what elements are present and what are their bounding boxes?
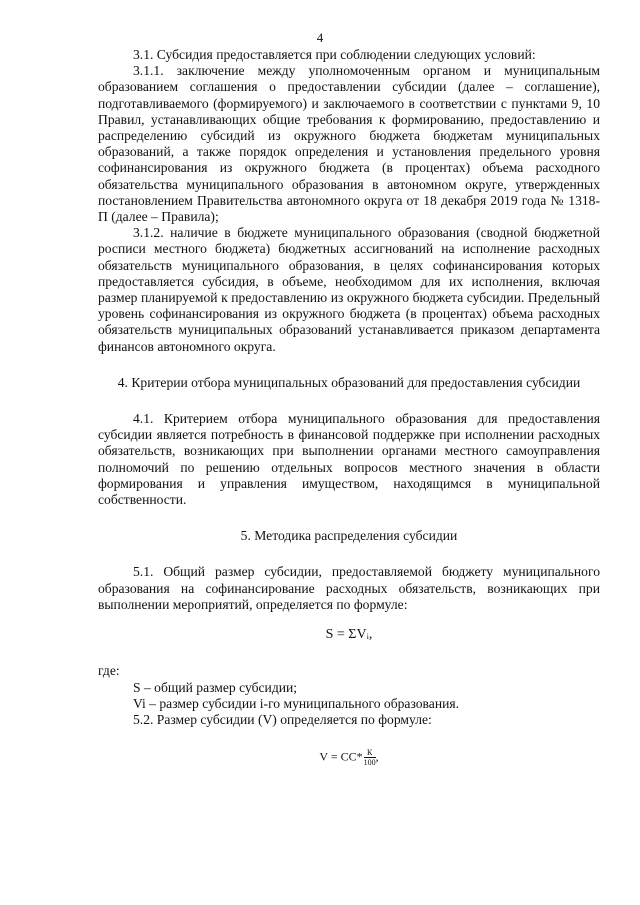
definition-s: S – общий размер субсидии; xyxy=(133,679,298,695)
paragraph-4-1: 4.1. Критерием отбора муниципального образования для предоставления субсидии является потребность в финансовой поддержке при исполнении расходных обязательств, возникающих при выполнении органами местного самоуправления полномочий по решению отдельных вопросов местного значения в области формирования и управления имуществом, находящимся в муниципальной собственности. xyxy=(98,411,600,508)
paragraph-3-1-2: 3.1.2. наличие в бюджете муниципального образования (сводной бюджетной росписи местного бюджета) бюджетных ассигнований на исполнение расходных обязательств муниципального образования, в целях софинансирования которых предоставляется субсидия, в объеме, необходимом для их исполнения, включая размер планируемой к предоставлению из окружного бюджета субсидии. Предельный уровень софинансирования из окружного бюджета (в процентах) объема расходных обязательств муниципальных образований устанавливается приказом департамента финансов автономного округа. xyxy=(98,225,600,354)
where-label: где: xyxy=(98,663,120,679)
fraction-numerator: К xyxy=(364,748,376,758)
formula-v-fraction xyxy=(364,748,376,767)
page-number: 4 xyxy=(316,30,324,45)
paragraph-3-1: 3.1. Субсидия предоставляется при соблюдении следующих условий: xyxy=(133,47,536,62)
formula-v xyxy=(98,748,600,767)
definition-vi: Vi – размер субсидии i-го муниципального образования. xyxy=(133,695,460,711)
paragraph-5-1: 5.1. Общий размер субсидии, предоставляемой бюджету муниципального образования на софинансирование расходных обязательств, возникающих при выполнении мероприятий, определяется по формуле: xyxy=(98,564,600,612)
formula-total: S = ΣVᵢ, xyxy=(325,627,373,643)
formula-v-tail: , xyxy=(375,749,379,764)
section-4-title: 4. Критерии отбора муниципальных образований для предоставления субсидии xyxy=(117,374,581,390)
fraction-denominator: 100 xyxy=(363,758,376,768)
document-body xyxy=(98,47,600,767)
paragraph-3-1-1: 3.1.1. заключение между уполномоченным органом и муниципальным образованием соглашения о предоставлении субсидии (далее – соглашение), подготавливаемого (формируемого) и заключаемого в соответствии с пунктами 9, 10 Правил, устанавливающих общие требования к формированию, предоставлению и распределению субсидий из окружного бюджета бюджетам муниципальных образований, а также порядок определения и установления предельного уровня софинансирования из окружного бюджета (в процентах) объема расходного обязательства муниципального образования в автономном округе, утвержденных постановлением Правительства автономного округа от 18 декабря 2019 года № 1318-П (далее – Правила); xyxy=(98,63,600,225)
formula-v-lhs: V = СС* xyxy=(319,749,363,764)
paragraph-5-2: 5.2. Размер субсидии (V) определяется по формуле: xyxy=(133,711,432,727)
section-5-title: 5. Методика распределения субсидии xyxy=(240,528,458,544)
